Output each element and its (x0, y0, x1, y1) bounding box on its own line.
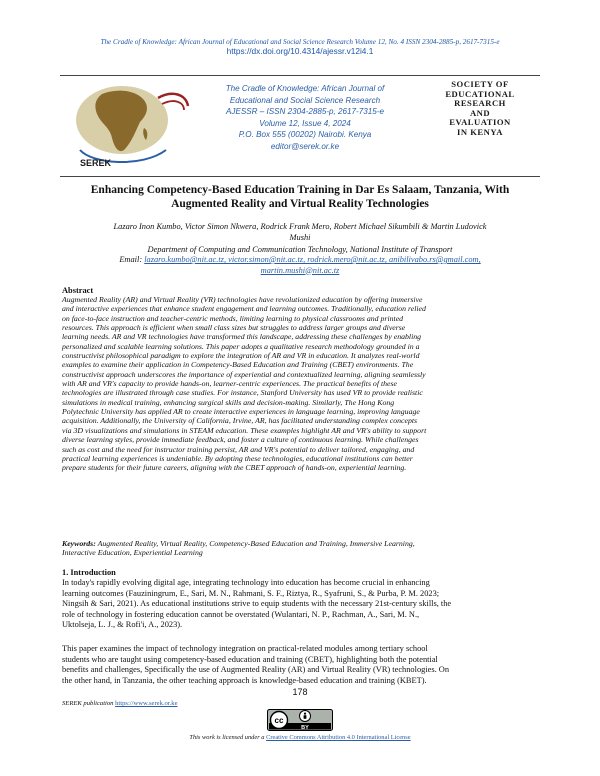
abstract-body (62, 295, 540, 473)
introduction-paragraph-2 (62, 644, 540, 686)
abstract-line: and interactive experiences that enhance student engagement and learning outcomes. Traditionally, education relied (62, 304, 426, 314)
society-line: SOCIETY OF (451, 79, 509, 89)
paragraph-line: This paper examines the impact of technology integration on practical-related modules among tertiary school (62, 644, 428, 653)
cc-icon-text: cc (274, 716, 284, 725)
paragraph-line: benefits and challenges, Specifically the use of Augmented Reality (AR) and Virtual Reality (VR) technologies. On (62, 665, 450, 675)
paper-title (60, 184, 540, 211)
journal-name-line2: Educational and Social Science Research (229, 95, 381, 105)
journal-address: P.O. Box 555 (00202) Nairobi. Kenya (238, 130, 372, 139)
author-affiliation: Department of Computing and Communication Technology, National Institute of Transport (147, 245, 453, 254)
abstract-line: simulations in medical training, enhancing surgical skills and decision-making. Similarly, The Hong Kong (62, 397, 395, 407)
abstract-line: Polytechnic University has applied AR to create interactive experiences in language learning, improving language (62, 407, 420, 417)
cc-by-label: BY (301, 724, 309, 731)
running-header-citation: The Cradle of Knowledge: African Journal of Educational and Social Science Research Volume 12, No. 4 ISSN 2304-2885-p, 2617-7315-e (100, 38, 500, 46)
journal-issn: AJESSR – ISSN 2304-2885-p, 2617-7315-e (226, 107, 384, 116)
creative-commons-badge[interactable] (267, 709, 333, 731)
abstract-line: acquisition. Additionally, the University of California, Irvine, AR, has facilitated understanding complex concepts (62, 416, 418, 426)
journal-volume: Volume 12, Issue 4, 2024 (259, 118, 351, 128)
license-link[interactable]: Creative Commons Attribution 4.0 International License (266, 734, 411, 741)
email-links[interactable]: lazaro.kumbo@nit.ac.tz, victor.simon@nit.ac.tz, rodrick.mero@nit.ac.tz, anibilivabo.rs@gmail.com, (144, 255, 481, 264)
keywords-text: Interactive Education, Experiential Learning (62, 548, 203, 558)
paragraph-line: Ningsih & Sari, 2021). As educational institutions strive to equip students with the necessary 21st-century skills, the (62, 599, 452, 609)
paragraph-line: In today's rapidly evolving digital age, integrating technology into education has become crucial in enhancing (62, 578, 430, 587)
keywords-label: Keywords: (62, 539, 96, 548)
abstract-line: learning needs. AR and VR technologies have transformed this landscape, addressing these challenges by enabling (62, 332, 422, 342)
abstract-line: via 3D visualizations and simulations in STEAM education. These examples highlight AR and VR's ability to support (62, 425, 427, 435)
abstract-line: with AR and VR's capacity to provide hands-on, learner-centric experiences. The practical benefits of these (62, 379, 397, 389)
email-link[interactable]: martin.mushi@nit.ac.tz (260, 265, 340, 275)
society-name (440, 80, 520, 138)
logo-text: SEREK (80, 158, 112, 168)
publication-url-link[interactable]: https://www.serek.or.ke (115, 700, 178, 707)
introduction-paragraph-1 (62, 578, 540, 631)
title-line: Enhancing Competency-Based Education Training in Dar Es Salaam, Tanzania, With (90, 184, 510, 196)
author-emails (70, 255, 530, 276)
journal-email: editor@serek.or.ke (270, 141, 340, 151)
abstract-line: examples to examine their application in Competency-Based Education and Training (CBET) environments. The (62, 360, 414, 370)
abstract-line: diverse learning styles, provide immediate feedback, and foster a culture of continuous learning. While challenges (62, 435, 419, 445)
serek-logo (62, 80, 198, 172)
abstract-line: prepare students for their future careers, aligning with the CBET approach of hands-on, experiential learning. (62, 463, 407, 473)
society-line: EVALUATION (449, 117, 511, 128)
journal-info (195, 83, 415, 152)
abstract-line: Augmented Reality (AR) and Virtual Reality (VR) technologies have revolutionized education by offering immersive (62, 295, 423, 304)
society-line: EDUCATIONAL (445, 88, 515, 99)
keywords (62, 539, 540, 558)
title-line: Augmented Reality and Virtual Reality Technologies (171, 197, 429, 210)
journal-name-line1: The Cradle of Knowledge: African Journal of (225, 84, 385, 93)
society-line: IN KENYA (457, 126, 503, 137)
publication-line (62, 700, 178, 707)
authors-line: Mushi (289, 233, 311, 242)
abstract-line: such as cost and the need for instructor training persist, AR and VR's potential to deliver tailored, engaging, and (62, 444, 415, 454)
abstract-line: constructivist philosophical paradigm to explore the integration of AR and VR in education. It analyzes real-world (62, 351, 420, 361)
license-line (60, 734, 540, 741)
paragraph-line: Uktolseja, L. J., & Rofi'i, A., 2023). (62, 620, 183, 630)
society-line: AND (469, 107, 491, 118)
license-prefix: This work is licensed under a (189, 734, 265, 741)
section-heading-introduction: 1. Introduction (62, 568, 116, 577)
paragraph-line: the other hand, in Tanzania, the other teaching approach is knowledge-based education and training (KBET). (62, 675, 427, 685)
abstract-line: technologies are illustrated through case studies. For instance, Stanford University has used VR to provide realistic (62, 388, 423, 398)
abstract-line: personalized and scalable learning solutions. This paper adopts a qualitative research methodology grounded in a (62, 341, 420, 351)
paragraph-line: role of technology in fostering education cannot be overstated (Wulantari, N. P., Rachman, A., Sari, M. N., (62, 609, 420, 619)
publication-label: SEREK publication (62, 700, 114, 707)
author-list (60, 221, 540, 243)
running-header-doi-link[interactable]: https://dx.doi.org/10.4314/ajessr.v12i4.1 (226, 46, 374, 56)
abstract-heading: Abstract (62, 286, 94, 295)
email-label: Email: (119, 255, 143, 264)
keywords-text: Augmented Reality, Virtual Reality, Competency-Based Education and Training, Immersive Learning, (97, 539, 415, 548)
page-number: 178 (292, 687, 308, 697)
paragraph-line: students who are taught using competency-based education and training (CBET), highlighting both the potential (62, 654, 438, 664)
abstract-line: on face-to-face instruction and teacher-centric methods, limiting learning to physical classrooms and printed (62, 313, 404, 323)
abstract-line: practical learning experiences is undeniable. By adopting these technologies, educational institutions can better (62, 453, 413, 463)
society-line: RESEARCH (454, 98, 506, 109)
authors-line: Lazaro Inon Kumbo, Victor Simon Nkwera, Rodrick Frank Mero, Robert Michael Sikumbili & Martin Ludovick (113, 222, 487, 231)
paragraph-line: learning outcomes (Fauziningrum, E., Sari, M. N., Rahmani, S. F., Riztya, R., Syafruni, S., & Purba, P. M. 2023; (62, 588, 440, 598)
abstract-line: resources. This approach is efficient when small class sizes but struggles to address larger groups and diverse (62, 323, 406, 333)
abstract-line: constructivist approach underscores the importance of experiential and contextualized learning, aligning seamlessly (62, 369, 426, 379)
